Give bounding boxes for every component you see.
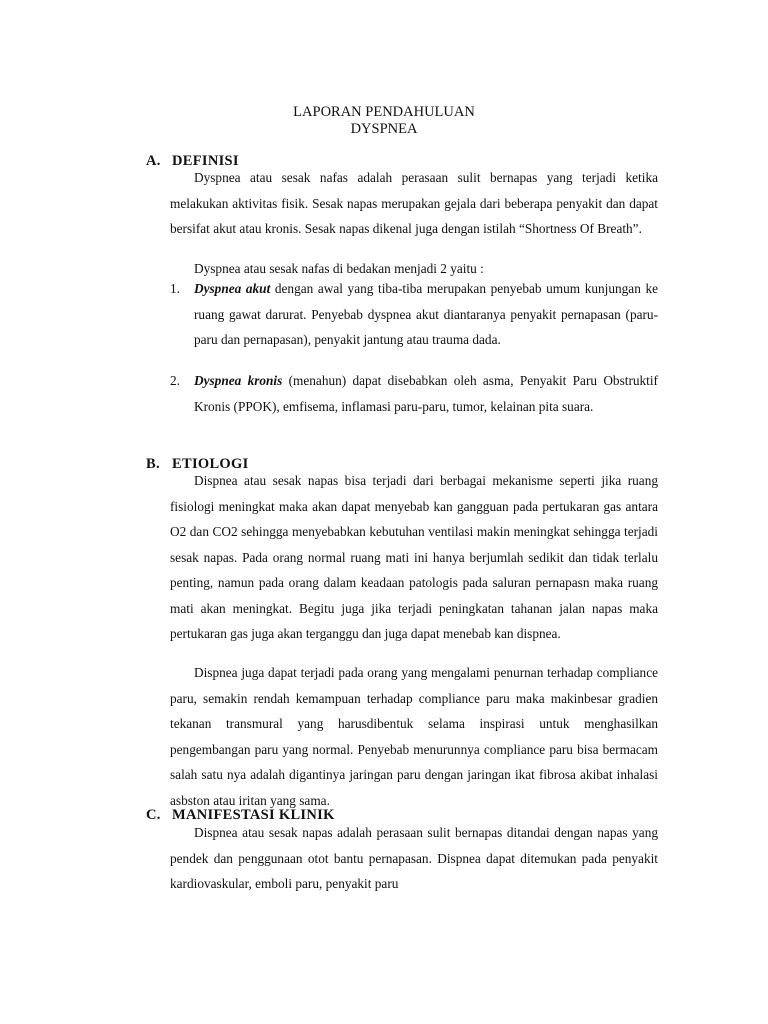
section-b-paragraph-2: Dispnea juga dapat terjadi pada orang yang mengalami penurnan terhadap compliance paru, semakin rendah kemampuan terhadap compliance paru maka makinbesar gradien tekanan transmural yang harusdibentuk selama inspirasi untuk menghasilkan pengembangan paru yang normal. Penyebab menurunnya compliance paru bisa bermacam salah satu nya adalah digantinya jaringan paru dengan jaringan ikat fibrosa akibat inhalasi asbston atau iritan yang sama. [170, 665, 658, 808]
list-item-description: (menahun) dapat disebabkan oleh asma, Penyakit Paru Obstruktif Kronis (PPOK), emfisema, inflamasi paru-paru, tumor, kelainan pita suara. [194, 373, 658, 414]
section-b-paragraph-1: Dispnea atau sesak napas bisa terjadi dari berbagai mekanisme seperti jika ruang fisiologi meningkat maka akan dapat menyebab kan gangguan pada pertukaran gas antara O2 dan CO2 sehingga menyebabkan kebutuhan ventilasi makin meningkat sehingga terjadi sesak napas. Pada orang normal ruang mati ini hanya berjumlah sedikit dan tidak terlalu penting, namun pada orang dalam keadaan patologis pada saluran pernapasn maka ruang mati akan meningkat. Begitu juga jika terjadi peningkatan tahanan jalan napas maka pertukaran gas juga akan terganggu dan juga dapat menebab kan dispnea. [170, 473, 658, 641]
section-c-number: C. [146, 807, 161, 823]
document-title: LAPORAN PENDAHULUAN [293, 104, 475, 120]
section-c-paragraph-1: Dispnea atau sesak napas adalah perasaan sulit bernapas ditandai dengan napas yang pendek dan penggunaan otot bantu pernapasan. Dispnea dapat ditemukan pada penyakit kardiovaskular, emboli paru, penyakit paru [170, 825, 658, 891]
section-a-number: A. [146, 153, 161, 169]
section-a-paragraph-1: Dyspnea atau sesak nafas adalah perasaan sulit bernapas yang terjadi ketika melakukan aktivitas fisik. Sesak napas merupakan gejala dari beberapa penyakit dan dapat bersifat akut atau kronis. Sesak napas dikenal juga dengan istilah “Shortness Of Breath”. [170, 170, 658, 236]
document-subtitle: DYSPNEA [350, 121, 418, 137]
section-b-number: B. [146, 456, 160, 472]
section-a-title: DEFINISI [172, 153, 239, 169]
section-b-title: ETIOLOGI [172, 456, 249, 472]
list-item-description: dengan awal yang tiba-tiba merupakan penyebab umum kunjungan ke ruang gawat darurat. Penyebab dyspnea akut diantaranya penyakit pernapasan (paru-paru dan pernapasan), penyakit jantung atau trauma dada. [194, 281, 658, 347]
list-item-number: 1. [170, 281, 180, 296]
list-item-text [194, 276, 658, 353]
section-a-paragraph-2: Dyspnea atau sesak nafas di bedakan menjadi 2 yaitu : [194, 261, 484, 276]
list-item-number: 2. [170, 373, 180, 388]
section-c-title: MANIFESTASI KLINIK [172, 807, 335, 823]
list-item-text [194, 368, 658, 419]
list-item-term: Dyspnea kronis [194, 373, 283, 388]
list-item [170, 368, 658, 419]
list-item-term: Dyspnea akut [194, 281, 271, 296]
list-item [170, 276, 658, 353]
